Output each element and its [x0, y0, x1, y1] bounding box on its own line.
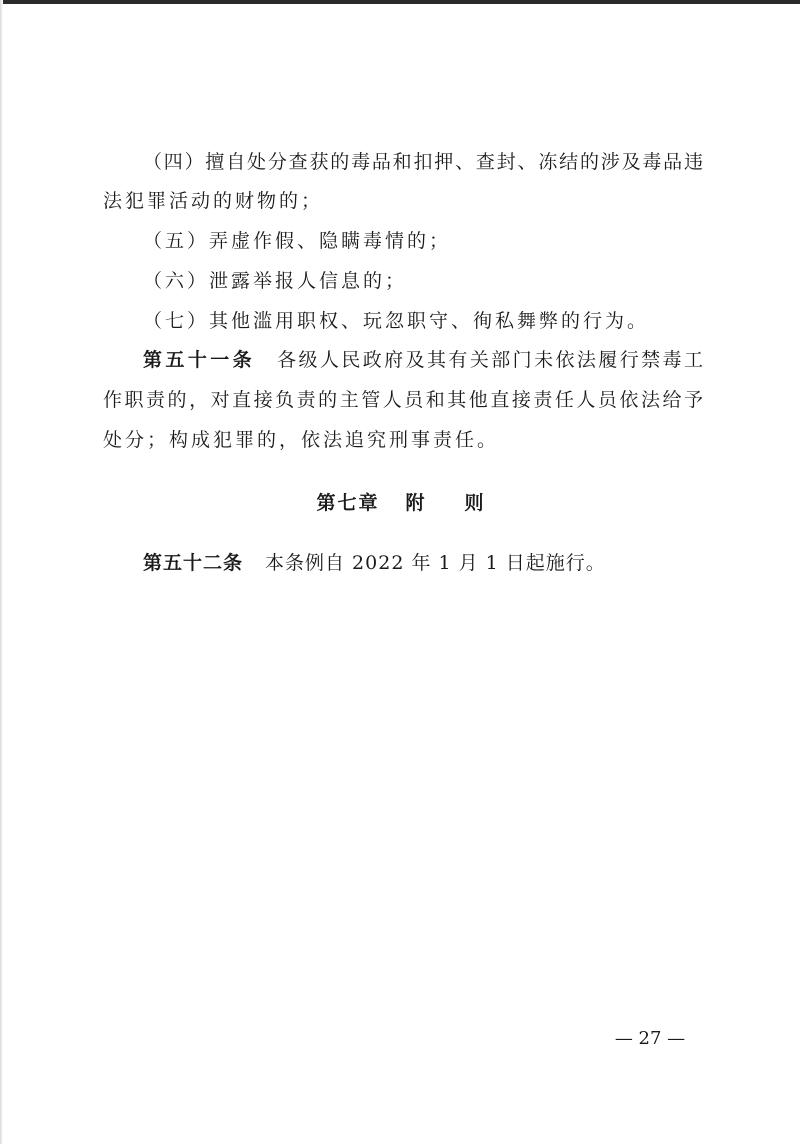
article-52 [143, 548, 703, 578]
article-52-label: 第五十二条 [143, 552, 244, 574]
article-51-line-1 [143, 345, 703, 375]
page-number: — 27 — [614, 1028, 686, 1049]
page-top-rule [0, 0, 800, 4]
article-51-text-1: 各级人民政府及其有关部门未依法履行禁毒工 [277, 349, 703, 371]
scan-edge-shadow [0, 0, 3, 1144]
article-51-label: 第五十一条 [143, 349, 256, 371]
chapter-7-number: 第七章 [316, 492, 380, 514]
chapter-7-title-char-1: 附 [405, 492, 425, 514]
chapter-7-title-char-2: 则 [464, 492, 484, 514]
item-7: （七）其他滥用职权、玩忽职守、徇私舞弊的行为。 [143, 310, 650, 332]
item-4-line-2: 法犯罪活动的财物的； [103, 190, 324, 212]
item-6: （六）泄露举报人信息的； [143, 270, 408, 292]
chapter-7-heading [0, 488, 800, 518]
item-5: （五）弄虚作假、隐瞒毒情的； [143, 230, 452, 252]
article-51-line-2: 作职责的，对直接负责的主管人员和其他直接责任人员依法给予 [103, 389, 703, 411]
article-51-line-3: 处分；构成犯罪的，依法追究刑事责任。 [103, 429, 500, 451]
item-4-line-1: （四）擅自处分查获的毒品和扣押、查封、冻结的涉及毒品违 [143, 151, 703, 173]
article-52-text: 本条例自 2022 年 1 月 1 日起施行。 [265, 552, 606, 574]
